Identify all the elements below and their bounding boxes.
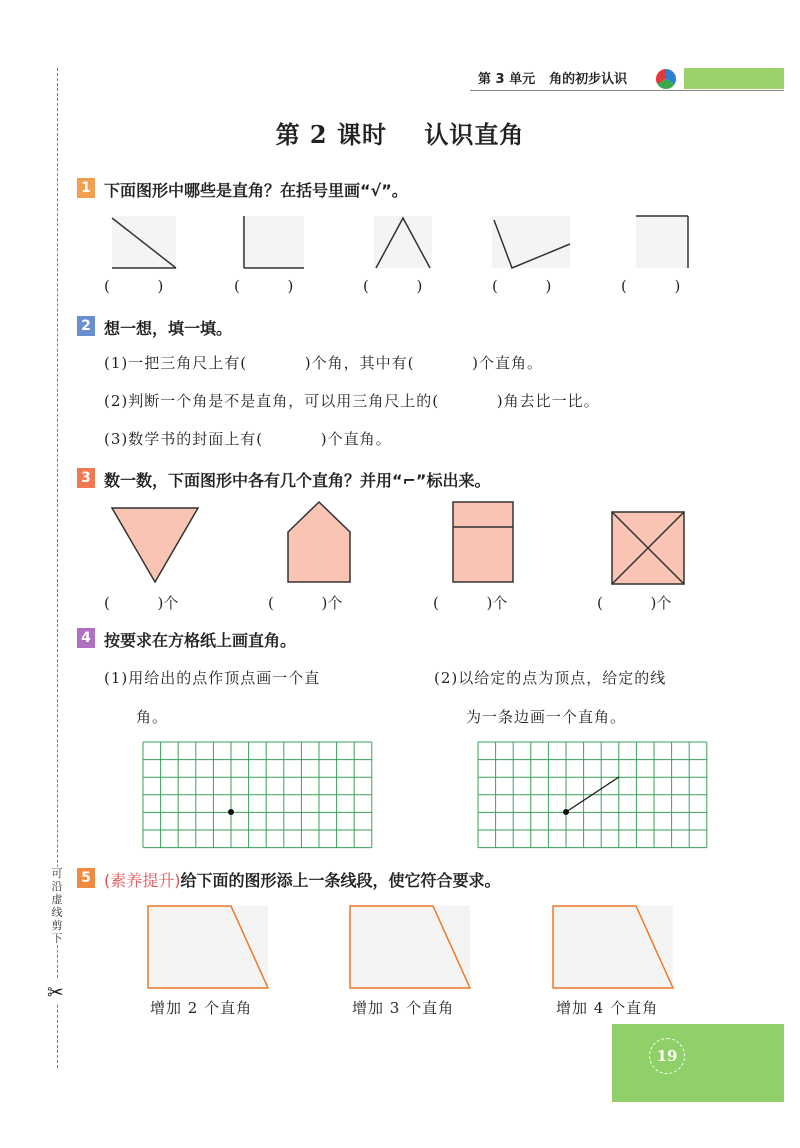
- literacy-tag: (素养提升): [104, 871, 181, 890]
- angle-figure-3: [374, 214, 434, 271]
- question-3-text: 数一数，下面图形中各有几个直角？并用“⌐”标出来。: [104, 471, 491, 490]
- trapezoid-1: [146, 904, 272, 990]
- question-4-item-1-line-2: 角。: [136, 708, 169, 726]
- answer-blank-5[interactable]: ( ): [621, 277, 681, 295]
- header-divider: [470, 90, 784, 91]
- angle-figure-2: [242, 216, 306, 271]
- question-number-1: 1: [77, 178, 95, 198]
- page-number-block: [612, 1024, 784, 1102]
- question-2-item-2: (2)判断一个角是不是直角，可以用三角尺上的( )角去比一比。: [104, 392, 600, 410]
- angle-figure-5: [636, 214, 690, 271]
- page-number: 19: [649, 1038, 685, 1074]
- question-number-3: 3: [77, 468, 95, 488]
- answer-blank-1[interactable]: ( ): [104, 277, 164, 295]
- unit-topic: 角的初步认识: [549, 72, 628, 87]
- question-2-text: 想一想，填一填。: [104, 319, 233, 338]
- question-4-item-2-line-1: (2)以给定的点为顶点，给定的线: [434, 669, 667, 687]
- question-2-item-3: (3)数学书的封面上有( )个直角。: [104, 430, 392, 448]
- cut-label: 可沿虚线剪下: [51, 867, 63, 945]
- page-title: 第 2 课时 认识直角: [275, 120, 525, 149]
- count-blank-2[interactable]: ( )个: [268, 594, 343, 612]
- angle-figure-4: [492, 214, 572, 271]
- question-number-4: 4: [77, 628, 95, 648]
- grid-paper-2[interactable]: [478, 742, 708, 848]
- given-vertex-point: [228, 809, 234, 815]
- color-wheel-icon: [655, 68, 677, 90]
- unit-label: 第 3 单元: [478, 72, 536, 87]
- trapezoid-3: [551, 904, 677, 990]
- answer-blank-2[interactable]: ( ): [234, 277, 294, 295]
- angle-figure-1: [112, 216, 182, 271]
- question-number-2: 2: [77, 316, 95, 336]
- count-blank-4[interactable]: ( )个: [597, 594, 672, 612]
- grid-lines: [143, 742, 372, 848]
- question-4-item-2-line-2: 为一条边画一个直角。: [466, 708, 627, 726]
- question-4-text: 按要求在方格纸上画直角。: [104, 631, 297, 650]
- triangle-shape: [110, 506, 200, 586]
- header-green-bar: [684, 68, 784, 89]
- count-blank-1[interactable]: ( )个: [104, 594, 179, 612]
- question-4-item-1-line-1: (1)用给出的点作顶点画一个直: [104, 669, 321, 687]
- grid-paper-1[interactable]: [143, 742, 373, 848]
- trapezoid-label-2: 增加 3 个直角: [352, 999, 455, 1017]
- scissors-icon: ✂: [47, 980, 64, 1004]
- trapezoid-label-1: 增加 2 个直角: [150, 999, 253, 1017]
- trapezoid-2: [348, 904, 474, 990]
- question-5-text: [104, 868, 501, 891]
- question-number-5: 5: [77, 868, 95, 888]
- question-5-body: 给下面的图形添上一条线段，使它符合要求。: [180, 871, 501, 890]
- divided-rectangle-shape: [451, 500, 515, 584]
- pentagon-shape: [286, 500, 352, 584]
- answer-blank-3[interactable]: ( ): [363, 277, 423, 295]
- given-vertex-point: [563, 809, 569, 815]
- answer-blank-4[interactable]: ( ): [492, 277, 552, 295]
- unit-header: [478, 68, 627, 87]
- square-with-diagonals-shape: [610, 510, 686, 586]
- question-2-item-1: (1)一把三角尺上有( )个角，其中有( )个直角。: [104, 354, 544, 372]
- trapezoid-label-3: 增加 4 个直角: [556, 999, 659, 1017]
- question-1-text: 下面图形中哪些是直角？在括号里画“√”。: [104, 181, 408, 200]
- count-blank-3[interactable]: ( )个: [433, 594, 508, 612]
